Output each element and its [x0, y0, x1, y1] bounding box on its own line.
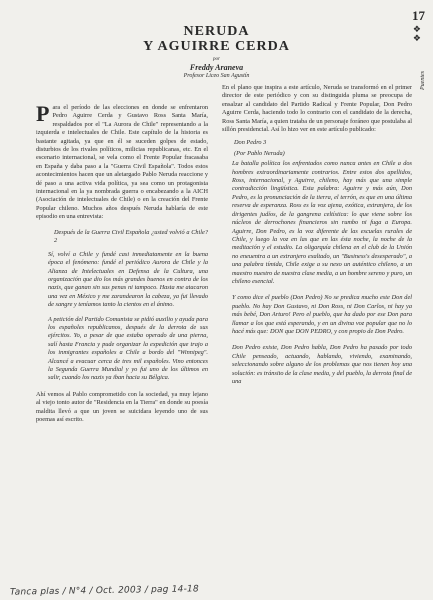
intro-paragraph: Para el período de las elecciones en donde se enfrentaron Pedro Aguirre Cerda y Gustavo Ross Santa María, respaldados por el "La Aurora de Chile" representando a la izquierda e intelectuales de Chile. Este capítulo de la historia es bastante agitada, ya que en él se suceden golpes de estado, disturbios de los rivales políticos, milicias republicanas, etc. En el escenario internacional, se vela como el Frente Popular fracasaba en España y daba paso a la "Guerra Civil Española". Todos estos acontecimientos hacen que un aletargado Pablo Neruda reaccione y dé paso a una activa vida política, ya sea como un protagonista internacional en la ya nombrada guerra o encabezando a la AICH (Asociación de intelectuales de Chile) o en la creación del Frente Popular chileno. Muchos años después Neruda hablaría de este episodio en una entrevista:: [36, 101, 208, 221]
title-line-1: NERUDA: [183, 24, 250, 39]
ornament-icon: ❖ ❖: [412, 24, 421, 43]
quoted-paragraph-3: Don Pedro existe, Don Pedro habla, Don Pedro ha pasado por todo Chile penseado, actuando, hablando, viviendo, examinando, seleccionando sobre alguno de los problemas que nos tienen hoy una solución: es tránsito de la clase media, y del pueblo, la derrota final de una: [232, 344, 412, 385]
interview-answer-1: Sí, volví a Chile y fundé casi inmediatamente en la buena época el fenómeno: fundé el periódico Aurora de Chile y la Alianza de Intelectuales en Defensa de la Cultura, una organización que dio los más grandes buenos en contra de los nazis, que ganan sin sus penas ni tampoco. Hasta me atacaron una vez en México y me zarandearon la cabeza, ya fui llevado de sangre y teníamos tanto la cientos en el ánimo.: [48, 250, 208, 309]
author-affiliation: Profesor Liceo San Agustín: [183, 73, 250, 79]
byline-por: por: [213, 57, 220, 62]
right-intro-paragraph: En el plano que inspira a este artículo, Neruda se transformó en el primer director de este periódico y con su distinguida pluma se preocupa de ensalzar al candidato del Partido Radical y Frente Popular, Don Pedro Aguirre Cerda, haciendo todo lo contrario con el candidato de la derecha, Ross Santa María, a quien trataba de un personaje foráneo que postulaba al sillón presidencial. Así lo hizo ver en este artículo publicado:: [222, 84, 412, 134]
drop-cap: P: [36, 101, 50, 126]
quoted-paragraph-2: Y como dice el pueblo (Don Pedro) No se predica mucho este Don del pueblo. No hay Don Gustavo, ni Don Ross, ni Don Carlos, ni hay ya más bebé, Don Arturo! Pero el pueblo, que ha dado por ese Don para llamar a los que está esperando, y en un divina voz popular que no lo hacé más que: DON que DON PEDRO, y con propio de Don Pedro.: [232, 294, 412, 335]
section-label: Puentes: [420, 71, 426, 90]
quoted-paragraph-1: La batalla política los enfrentados como nunca antes en Chile a dos hombres extraordinariamente contrarios. Entre estos dos apellidos, Ross, internacional, y Aguirre, chileno, hay más que una simple contradicción lingüística. Esta palabra: Aguirre y más aún, Don Pedro, es la pronunciación de la tierra, el terrón, es que en una última reserva de esperanza. Ross es la voz ajena, exótica, extranjera, de los dirigentes judíos, de la gangrena celtística: lo que viene sobre los núcleos de derrochones financieros sin rumbo ni fuga a Europa. Aguirre, Don Pedro, es la voz diferente de las escuelas rurales de Chile, y luego la voz en las que en las ésta noche, la noche de la meditación y el estudio. La oligarquía chilena en el club de la Unión no eneuentra a un extranjero exaltado, un "Business's desesperado", a una palabra tímida, Chile exige a su nexo un auténtico chileno, a un maestro nuestro de nuestra clase media, a un hombre sereno y puro, un chileno esencial.: [232, 160, 412, 285]
page-number: 17: [412, 8, 425, 23]
right-column: [222, 84, 412, 386]
interview-question: Después de la Guerra Civil Española ¿usted volvió a Chile? 2: [54, 228, 208, 244]
quote-subheading: (Por Pablo Neruda): [234, 149, 285, 157]
author-name: Freddy Araneva: [189, 63, 244, 72]
article-title: [0, 24, 433, 54]
title-line-2: Y AGUIRRE CERDA: [143, 39, 290, 54]
closing-paragraph: Ahí vemos al Pablo comprometido con la sociedad, ya muy lejano al viejo tonto autor de "Residencia en la Tierra" en donde su poesía maldita llevó a que un joven se suicidara leyendo uno de sus poemas así escrito.: [36, 390, 208, 423]
interview-answer-2: A petición del Partido Comunista se pidió auxilio y ayuda para los españoles republicanos, después de la derrota de sus ejércitos. Yo, a pesar de que estaba operado de una pierna, salí hasta Francia y pude organizar la expedición que trajo a los inmigrantes españoles a Chile a bordo del "Winnipeg". Alcancé a evacuar cerca de tres mil españoles. Vino entonces la Segunda Guerra Mundial y yo fui uno de los últimos en salir, cuando los nazis ya iban hacia su Bélgica.: [48, 315, 208, 382]
left-column: [36, 101, 208, 424]
quote-heading: Don Pedro 3: [234, 139, 267, 147]
handwritten-citation: Tanca plas / N°4 / Oct. 2003 / pag 14-18: [9, 584, 199, 598]
